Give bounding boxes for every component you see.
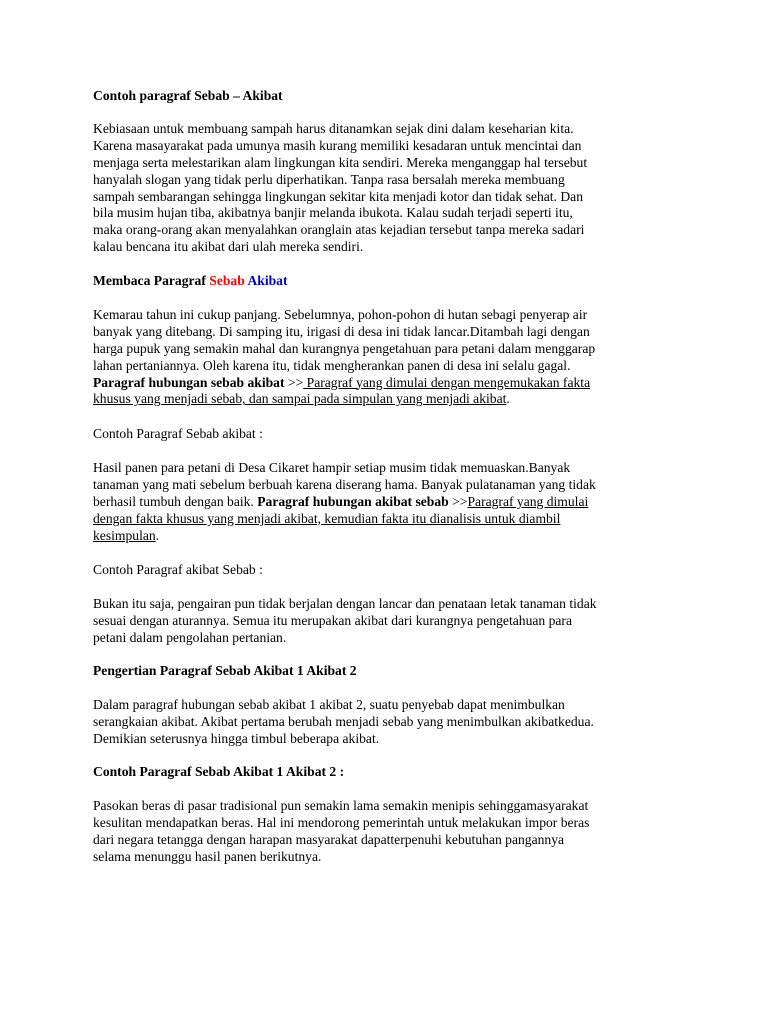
paragraph-line: selama menunggu hasil panen berikutnya. [93, 848, 322, 864]
definition-text: kesimpulan [93, 527, 156, 543]
arrow-marker: >> [448, 493, 468, 509]
paragraph-hasil-panen [93, 460, 683, 544]
label-contoh-akibat-sebab [93, 562, 683, 579]
paragraph-line: kalau bencana itu akibat dari ulah mereka sendiri. [93, 239, 364, 255]
label-contoh-sebab-akibat [93, 426, 683, 443]
heading-membaca-paragraf [93, 273, 683, 290]
paragraph-line: Demikian seterusnya hingga timbul beberapa akibat. [93, 730, 380, 746]
paragraph-line [93, 494, 683, 511]
term-akibat-sebab: Paragraf hubungan akibat sebab [257, 493, 449, 509]
paragraph-line: bila musim hujan tiba, akibatnya banjir melanda ibukota. Kalau sudah terjadi seperti itu, [93, 205, 573, 221]
heading-akibat-word: Akibat [247, 273, 288, 288]
paragraph-line: petani dalam pengolahan pertanian. [93, 629, 287, 645]
paragraph-line: Bukan itu saja, pengairan pun tidak berjalan dengan lancar dan penataan letak tanaman tidak [93, 596, 597, 611]
paragraph-line: Dalam paragraf hubungan sebab akibat 1 akibat 2, suatu penyebab dapat menimbulkan [93, 697, 565, 712]
heading-prefix: Membaca Paragraf [93, 273, 210, 288]
label-text: Contoh Paragraf akibat Sebab : [93, 562, 263, 577]
heading-sebab-word: Sebab [209, 273, 245, 288]
paragraph-line: menjaga serta melestarikan alam lingkungan kita sendiri. Mereka menganggap hal tersebut [93, 154, 588, 170]
paragraph-kemarau [93, 307, 683, 408]
paragraph-line: kesulitan mendapatkan beras. Hal ini mendorong pemerintah untuk melakukan impor beras [93, 814, 590, 830]
paragraph-line: serangkaian akibat. Akibat pertama berubah menjadi sebab yang menimbulkan akibatkedua. [93, 713, 594, 729]
paragraph-dalam-paragraf [93, 697, 683, 748]
heading-contoh-sebab-akibat [93, 88, 683, 105]
term-sebab-akibat: Paragraf hubungan sebab akibat [93, 374, 285, 390]
label-text: Contoh Paragraf Sebab akibat : [93, 426, 263, 441]
paragraph-line: banyak yang ditebang. Di samping itu, irigasi di desa ini tidak lancar.Ditambah lagi dengan [93, 323, 590, 339]
paragraph-line [93, 391, 683, 408]
arrow-marker: >> [284, 374, 304, 390]
paragraph-line: Karena masayarakat pada umunya masih kurang memiliki kesadaran untuk mencintai dan [93, 137, 582, 153]
paragraph-line [93, 511, 683, 528]
paragraph-line: dari negara tetangga dengan harapan masyarakat dapatterpenuhi kebutuhan pangannya [93, 831, 565, 847]
heading-text [93, 273, 683, 290]
paragraph-line: hanyalah slogan yang tidak perlu diperhatikan. Tanpa rasa bersalah mereka membuang [93, 171, 565, 187]
heading-text: Contoh Paragraf Sebab Akibat 1 Akibat 2 : [93, 764, 345, 779]
paragraph-text: berhasil tumbuh dengan baik. [93, 493, 258, 509]
heading-text: Contoh paragraf Sebab – Akibat [93, 88, 283, 103]
definition-text: dengan fakta khusus yang menjadi akibat, kemudian fakta itu dianalisis untuk diambil [93, 510, 561, 526]
paragraph-line: Kebiasaan untuk membuang sampah harus ditanamkan sejak dini dalam keseharian kita. [93, 121, 574, 136]
heading-contoh-akibat-1-2 [93, 764, 683, 781]
paragraph-line: Hasil panen para petani di Desa Cikaret hampir setiap musim tidak memuaskan.Banyak [93, 460, 571, 475]
definition-period: . [155, 527, 160, 543]
paragraph-line: sesuai dengan aturannya. Semua itu merupakan akibat dari kurangnya pengetahuan para [93, 612, 572, 628]
paragraph-pasokan-beras [93, 798, 683, 866]
definition-text: khusus yang menjadi sebab, dan sampai pada simpulan yang menjadi akibat [93, 391, 507, 407]
heading-text: Pengertian Paragraf Sebab Akibat 1 Akibat 2 [93, 663, 357, 678]
definition-text: Paragraf yang dimulai [467, 493, 589, 509]
paragraph-line: maka orang-orang akan menyalahkan oranglain atas kejadian tersebut tanpa mereka sadari [93, 222, 585, 238]
heading-pengertian [93, 663, 683, 680]
paragraph-line: lahan pertaniannya. Oleh karena itu, tidak mengherankan panen di desa ini selalu gagal. [93, 357, 571, 373]
paragraph-line [93, 375, 683, 392]
paragraph-line: harga pupuk yang semakin mahal dan kurangnya pengetahuan para petani dalam menggarap [93, 340, 596, 356]
paragraph-kebiasaan [93, 121, 683, 256]
paragraph-line: tanaman yang mati sebelum berbuah karena diserang hama. Banyak pulatanaman yang tidak [93, 476, 596, 492]
paragraph-line: Pasokan beras di pasar tradisional pun semakin lama semakin menipis sehinggamasyarakat [93, 798, 589, 813]
paragraph-bukan-itu-saja [93, 596, 683, 647]
paragraph-line: Kemarau tahun ini cukup panjang. Sebelumnya, pohon-pohon di hutan sebagi penyerap air [93, 307, 588, 322]
paragraph-line [93, 528, 683, 545]
definition-text: Paragraf yang dimulai dengan mengemukakan fakta [303, 374, 591, 390]
definition-period: . [506, 391, 510, 407]
paragraph-line: sampah sembarangan sehingga lingkungan sekitar kita menjadi kotor dan tidak sehat. Dan [93, 188, 583, 204]
